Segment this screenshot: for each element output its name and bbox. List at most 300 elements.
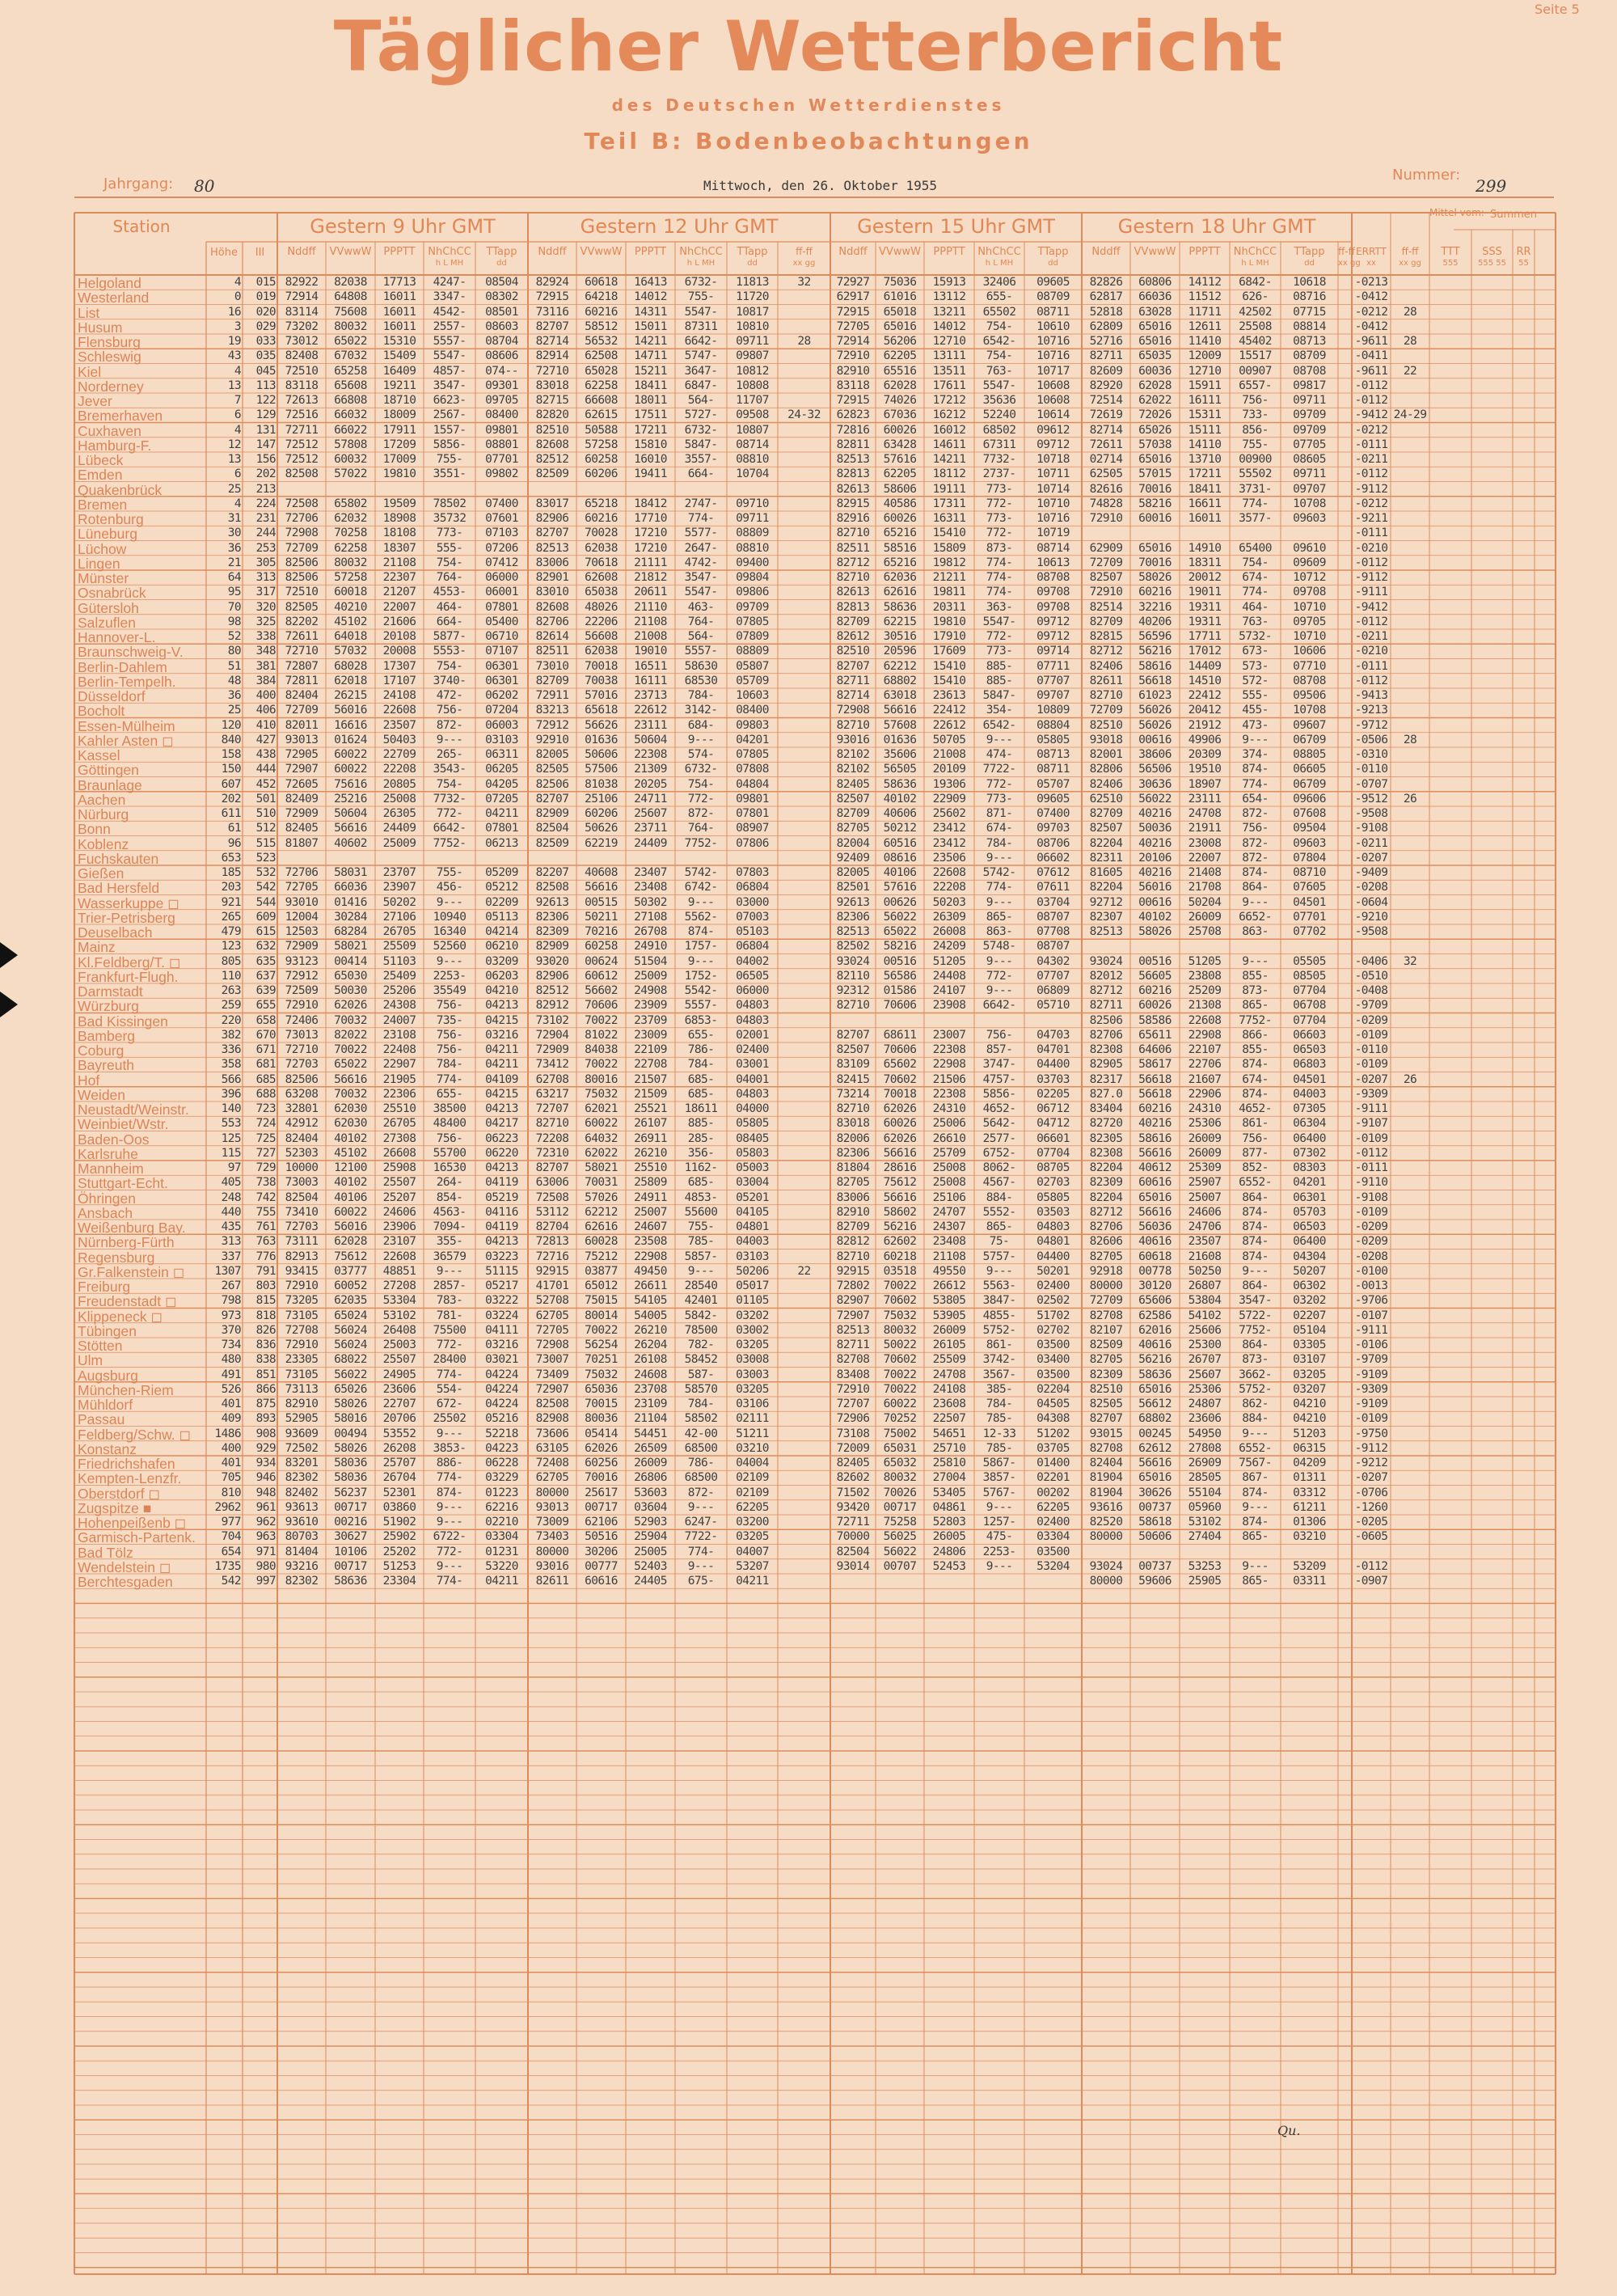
obs-value: 12710: [932, 335, 966, 348]
obs-value: 05710: [1036, 999, 1070, 1013]
station-height: 566: [221, 1072, 241, 1086]
obs-value: 56026: [1138, 704, 1172, 717]
obs-value: 19011: [1188, 586, 1222, 599]
obs-value: 26009: [1188, 910, 1222, 924]
subcol-header: TTapp: [486, 246, 517, 258]
obs-value: 56612: [1138, 1397, 1172, 1410]
obs-value: 22306: [382, 1087, 416, 1101]
obs-value: 7732-: [433, 792, 467, 806]
obs-value: 5642-: [982, 1117, 1016, 1131]
errtt-value: -9109: [1354, 1397, 1388, 1410]
obs-value: 83018: [535, 378, 569, 392]
station-height: 401: [221, 1457, 241, 1469]
obs-value: 08716: [1293, 290, 1326, 304]
obs-value: 20805: [382, 777, 416, 791]
obs-value: 784-: [986, 1397, 1013, 1410]
obs-value: 3647-: [684, 364, 718, 378]
obs-value: 25507: [382, 1176, 416, 1190]
obs-value: 62615: [585, 408, 618, 422]
obs-value: 93018: [1089, 733, 1123, 746]
obs-value: 04712: [1036, 1117, 1070, 1131]
obs-value: 75036: [883, 276, 917, 289]
obs-value: 82406: [1089, 659, 1123, 673]
obs-value: 82905: [1089, 1058, 1123, 1072]
obs-value: 04217: [485, 1117, 518, 1131]
station-height: 553: [221, 1117, 241, 1131]
obs-value: 73007: [535, 1353, 569, 1367]
station-index: 742: [255, 1190, 276, 1204]
obs-value: 80000: [535, 1486, 569, 1499]
obs-value: 21905: [382, 1072, 416, 1086]
obs-value: 45402: [1239, 335, 1272, 348]
obs-value: 08708: [1293, 674, 1326, 687]
obs-value: 3742-: [982, 1353, 1016, 1367]
obs-value: 864-: [1242, 881, 1269, 894]
obs-value: 65802: [334, 497, 367, 510]
station-name: Weißenburg Bay.: [78, 1220, 186, 1236]
obs-value: 827.0: [1089, 1087, 1123, 1101]
station-height: 440: [221, 1205, 241, 1219]
obs-value: 23606: [1188, 1412, 1222, 1426]
obs-value: 82509: [1089, 1338, 1123, 1351]
obs-value: 3662-: [1239, 1368, 1272, 1381]
obs-value: 42912: [285, 1117, 319, 1131]
obs-value: 14409: [1188, 659, 1222, 673]
errtt-value: -0412: [1354, 290, 1388, 304]
obs-value: 24707: [932, 1205, 966, 1219]
obs-value: 82912: [535, 999, 569, 1013]
station-name: Feldberg/Schw. ◻: [78, 1426, 192, 1443]
obs-value: 654-: [1242, 792, 1269, 806]
subcol-header: TTapp: [737, 246, 768, 258]
obs-value: 58216: [883, 940, 917, 953]
station-height: 1486: [214, 1427, 241, 1440]
station-index: 202: [255, 467, 276, 481]
obs-value: 23707: [382, 866, 416, 879]
obs-value: 27404: [1188, 1530, 1222, 1544]
obs-value: 58452: [684, 1353, 718, 1367]
station-index: 512: [255, 822, 276, 835]
obs-value: 93123: [285, 954, 319, 968]
obs-value: 82609: [1089, 364, 1123, 378]
ff-subheader: xx gg: [792, 259, 816, 268]
obs-value: 64218: [585, 290, 618, 304]
station-index: 803: [255, 1279, 276, 1292]
obs-value: 82909: [535, 940, 569, 953]
obs-value: 7567-: [1239, 1457, 1272, 1469]
obs-value: 4742-: [684, 556, 718, 569]
obs-value: 21309: [634, 763, 667, 776]
obs-value: 03107: [1293, 1353, 1326, 1367]
station-height: 526: [221, 1382, 241, 1396]
obs-value: 09603: [1293, 836, 1326, 850]
obs-value: 58026: [334, 1397, 367, 1410]
obs-value: 58021: [334, 940, 367, 953]
station-name: Göttingen: [78, 762, 139, 779]
obs-value: 62216: [485, 1500, 518, 1514]
obs-value: 51702: [1036, 1309, 1070, 1322]
obs-value: 00414: [334, 954, 367, 968]
obs-value: 07805: [736, 615, 769, 628]
obs-value: 23906: [382, 1220, 416, 1233]
obs-value: 655-: [687, 1028, 715, 1042]
station-index: 963: [255, 1530, 276, 1544]
obs-value: 24107: [932, 984, 966, 997]
obs-value: 16012: [932, 423, 966, 437]
obs-value: 82402: [285, 1486, 319, 1499]
station-index: 381: [255, 659, 276, 673]
obs-value: 82305: [1089, 1131, 1123, 1145]
obs-value: 63208: [285, 1087, 319, 1101]
obs-value: 3567-: [982, 1368, 1016, 1381]
obs-value: 49450: [634, 1264, 667, 1278]
obs-value: 63018: [883, 689, 917, 702]
obs-value: 72910: [836, 349, 870, 363]
station-height: 542: [221, 1575, 241, 1588]
obs-value: 73111: [285, 1235, 319, 1249]
obs-value: 675-: [687, 1575, 715, 1588]
obs-value: 13111: [932, 349, 966, 363]
obs-value: 864-: [1242, 1279, 1269, 1292]
obs-value: 81605: [1089, 866, 1123, 879]
obs-value: 755-: [436, 453, 463, 466]
obs-value: 82707: [535, 526, 569, 540]
nummer-value: 299: [1476, 176, 1507, 196]
errtt-value: -9111: [1354, 586, 1388, 599]
obs-value: 19306: [932, 777, 966, 791]
obs-value: 56586: [883, 969, 917, 983]
obs-value: 22308: [634, 748, 667, 761]
obs-value: 56616: [883, 704, 917, 717]
obs-value: 23412: [932, 822, 966, 835]
obs-value: 56036: [1138, 1220, 1172, 1233]
ff-extreme-value: 26: [1403, 1072, 1417, 1086]
obs-value: 05805: [1036, 1190, 1070, 1204]
obs-value: 10708: [1293, 704, 1326, 717]
obs-value: 35606: [883, 748, 917, 761]
obs-value: 82708: [836, 1353, 870, 1367]
obs-value: 6732-: [684, 423, 718, 437]
obs-value: 40606: [883, 807, 917, 820]
obs-value: 82202: [285, 615, 319, 628]
obs-value: 07305: [1293, 1102, 1326, 1115]
obs-value: 26705: [382, 1117, 416, 1131]
obs-value: 2857-: [433, 1279, 467, 1292]
obs-value: 04213: [485, 1161, 518, 1174]
obs-value: 9---: [986, 954, 1013, 968]
obs-value: 62018: [334, 674, 367, 687]
ff-extreme-value: 28: [1403, 733, 1417, 746]
obs-value: 65030: [334, 969, 367, 983]
obs-value: 82207: [535, 866, 569, 879]
station-height: 705: [221, 1471, 241, 1485]
obs-value: 12009: [1188, 349, 1222, 363]
obs-value: 75258: [883, 1516, 917, 1529]
obs-value: 56506: [1138, 763, 1172, 776]
station-index: 980: [255, 1559, 276, 1573]
obs-value: 72802: [836, 1279, 870, 1292]
obs-value: 25206: [382, 984, 416, 997]
obs-value: 774-: [436, 1072, 463, 1086]
obs-value: 82510: [836, 645, 870, 658]
station-height: 25: [227, 704, 241, 717]
obs-value: 56616: [1138, 1205, 1172, 1219]
obs-value: 02109: [736, 1486, 769, 1499]
obs-value: 09400: [736, 556, 769, 569]
station-index: 791: [255, 1264, 276, 1278]
obs-value: 4857-: [433, 364, 467, 378]
group-header-1: Gestern 9 Uhr GMT: [310, 215, 496, 238]
obs-value: 786-: [687, 1043, 715, 1056]
obs-value: 63006: [535, 1176, 569, 1190]
obs-value: 15310: [382, 335, 416, 348]
obs-value: 06803: [1293, 1058, 1326, 1072]
obs-value: 82711: [836, 1338, 870, 1351]
obs-value: 22208: [932, 881, 966, 894]
obs-value: 73410: [285, 1205, 319, 1219]
obs-value: 65038: [585, 586, 618, 599]
station-height: 405: [221, 1176, 241, 1190]
obs-value: 25005: [634, 1545, 667, 1558]
obs-value: 14711: [634, 349, 667, 363]
obs-value: 82038: [334, 276, 367, 289]
station-name: Nürnberg-Fürth: [78, 1234, 175, 1251]
obs-value: 72510: [285, 586, 319, 599]
obs-value: 00707: [883, 1559, 917, 1573]
obs-value: 872-: [1242, 836, 1269, 850]
obs-value: 865-: [1242, 999, 1269, 1013]
obs-value: 09708: [1036, 586, 1070, 599]
obs-value: 65602: [883, 1058, 917, 1072]
obs-value: 28616: [883, 1161, 917, 1174]
station-index: 670: [255, 1028, 276, 1042]
subcol-unit: dd: [1304, 259, 1315, 268]
obs-value: 772-: [687, 792, 715, 806]
errtt-value: -0109: [1354, 1058, 1388, 1072]
obs-value: 18710: [382, 394, 416, 407]
obs-value: 555-: [436, 541, 463, 555]
obs-value: 674-: [986, 822, 1013, 835]
obs-value: 16611: [1188, 497, 1222, 510]
obs-value: 50202: [382, 895, 416, 909]
obs-value: 18907: [1188, 777, 1222, 791]
obs-value: 20012: [1188, 571, 1222, 584]
obs-value: 62028: [883, 378, 917, 392]
obs-value: 62809: [1089, 319, 1123, 333]
station-index: 019: [255, 290, 276, 304]
obs-value: 72611: [285, 630, 319, 643]
obs-value: 09711: [1293, 467, 1326, 481]
obs-value: 07804: [1293, 851, 1326, 865]
obs-value: 65016: [883, 319, 917, 333]
obs-value: 70016: [585, 1471, 618, 1485]
obs-value: 5557-: [684, 645, 718, 658]
obs-value: 82815: [1089, 630, 1123, 643]
obs-value: 66036: [1138, 290, 1172, 304]
obs-value: 65028: [585, 364, 618, 378]
obs-value: 83010: [535, 586, 569, 599]
obs-value: 473-: [1242, 718, 1269, 732]
obs-value: 06203: [485, 969, 518, 983]
obs-value: 93610: [285, 1516, 319, 1529]
station-name: Karlsruhe: [78, 1145, 138, 1162]
obs-value: 63105: [535, 1441, 569, 1455]
group-header-2: Gestern 12 Uhr GMT: [580, 215, 779, 238]
obs-value: 73009: [535, 1516, 569, 1529]
station-index: 934: [255, 1457, 276, 1469]
obs-value: 784-: [687, 1058, 715, 1072]
obs-value: 03210: [736, 1441, 769, 1455]
obs-value: 08804: [1036, 718, 1070, 732]
station-index: 029: [255, 319, 276, 333]
margin-arrow-icon: [0, 992, 18, 1017]
subcol-unit: dd: [1048, 259, 1058, 268]
obs-value: 58216: [1138, 497, 1172, 510]
obs-value: 25306: [1188, 1382, 1222, 1396]
subcol-header: NhChCC: [679, 246, 723, 258]
obs-value: 5547-: [684, 586, 718, 599]
obs-value: 83017: [535, 497, 569, 510]
obs-value: 60216: [585, 305, 618, 319]
obs-value: 14611: [932, 438, 966, 451]
obs-value: 25009: [382, 836, 416, 850]
obs-value: 60016: [1138, 512, 1172, 525]
obs-value: 755-: [687, 290, 715, 304]
obs-value: 60516: [883, 836, 917, 850]
obs-value: 82405: [285, 822, 319, 835]
obs-value: 15911: [1188, 378, 1222, 392]
obs-value: 48400: [433, 1117, 467, 1131]
station-index: 763: [255, 1235, 276, 1249]
obs-value: 72009: [836, 1441, 870, 1455]
obs-value: 62602: [883, 1235, 917, 1249]
obs-value: 6752-: [982, 1146, 1016, 1160]
subcol-unit: h L MH: [1241, 259, 1269, 268]
obs-value: 30120: [1138, 1279, 1172, 1292]
subcol-header: Nddff: [287, 246, 316, 258]
obs-value: 82308: [1089, 1146, 1123, 1160]
obs-value: 65218: [585, 497, 618, 510]
obs-value: 26807: [1188, 1279, 1222, 1292]
obs-value: 27208: [382, 1279, 416, 1292]
station-index: 544: [255, 895, 276, 909]
obs-value: 63217: [535, 1087, 569, 1101]
errtt-value: -0111: [1354, 659, 1388, 673]
obs-value: 04205: [485, 777, 518, 791]
obs-value: 06602: [1036, 851, 1070, 865]
obs-value: 93015: [1089, 1427, 1123, 1440]
obs-value: 25607: [1188, 1368, 1222, 1381]
obs-value: 1257-: [982, 1516, 1016, 1529]
obs-value: 06804: [736, 881, 769, 894]
station-index: 729: [255, 1161, 276, 1174]
obs-value: 587-: [687, 1368, 715, 1381]
obs-value: 60036: [1138, 364, 1172, 378]
obs-value: 48851: [382, 1264, 416, 1278]
station-index: 244: [255, 526, 276, 540]
obs-value: 49906: [1188, 733, 1222, 746]
obs-value: 26610: [932, 1131, 966, 1145]
obs-value: 81022: [585, 1028, 618, 1042]
obs-value: 09709: [1293, 408, 1326, 422]
obs-value: 00717: [883, 1500, 917, 1514]
obs-value: 50250: [1188, 1264, 1222, 1278]
obs-value: 62022: [585, 1146, 618, 1160]
errtt-value: -0112: [1354, 674, 1388, 687]
station-name: Braunschweig-V.: [78, 644, 184, 661]
obs-value: 874-: [1242, 866, 1269, 879]
obs-value: 60052: [334, 1279, 367, 1292]
subcol-header: Nddff: [538, 246, 567, 258]
obs-value: 56616: [883, 1146, 917, 1160]
obs-value: 22708: [634, 1058, 667, 1072]
obs-value: 774-: [1242, 497, 1269, 510]
obs-value: 865-: [986, 910, 1013, 924]
obs-value: 9---: [1242, 954, 1269, 968]
obs-value: 773-: [986, 792, 1013, 806]
obs-value: 21912: [1188, 718, 1222, 732]
subcol-header: PPPTT: [383, 246, 416, 258]
errtt-value: -0207: [1354, 1471, 1388, 1485]
obs-value: 7752-: [684, 836, 718, 850]
obs-value: 62022: [1138, 394, 1172, 407]
obs-value: 68802: [883, 674, 917, 687]
station-index: 875: [255, 1397, 276, 1410]
obs-value: 82001: [1089, 748, 1123, 761]
ff-extreme-value: 26: [1403, 792, 1417, 806]
obs-value: 40216: [1138, 1117, 1172, 1131]
obs-value: 73003: [285, 1176, 319, 1190]
obs-value: 51902: [382, 1516, 416, 1529]
obs-value: 10613: [1036, 556, 1070, 569]
obs-value: 82910: [836, 364, 870, 378]
obs-value: 01311: [1293, 1471, 1326, 1485]
obs-value: 872-: [687, 1486, 715, 1499]
obs-value: 50201: [1036, 1264, 1070, 1278]
obs-value: 30626: [1138, 1486, 1172, 1499]
errtt-value: -9508: [1354, 807, 1388, 820]
obs-value: 06311: [485, 748, 518, 761]
obs-value: 56618: [1138, 1072, 1172, 1086]
obs-value: 62917: [836, 290, 870, 304]
obs-value: 3847-: [982, 1294, 1016, 1308]
obs-value: 93024: [1089, 1559, 1123, 1573]
obs-value: 26005: [932, 1530, 966, 1544]
station-height: 36: [227, 689, 241, 702]
obs-value: 82706: [535, 615, 569, 628]
obs-value: 861-: [1242, 1117, 1269, 1131]
obs-value: 07103: [485, 526, 518, 540]
obs-value: 82405: [836, 1457, 870, 1469]
obs-value: 72512: [285, 438, 319, 451]
obs-value: 772-: [986, 969, 1013, 983]
station-height: 25: [227, 482, 241, 496]
obs-value: 65022: [334, 335, 367, 348]
obs-value: 04501: [1293, 895, 1326, 909]
station-height: 2962: [214, 1500, 241, 1514]
obs-value: 41701: [535, 1279, 569, 1292]
obs-value: 81404: [285, 1545, 319, 1558]
obs-value: 04001: [736, 1072, 769, 1086]
station-name: Öhringen: [78, 1190, 136, 1207]
obs-value: 464-: [436, 600, 463, 614]
obs-value: 25300: [1188, 1338, 1222, 1351]
obs-value: 14510: [1188, 674, 1222, 687]
obs-value: 14211: [634, 335, 667, 348]
obs-value: 82706: [1089, 1028, 1123, 1042]
obs-value: 82405: [836, 777, 870, 791]
obs-value: 82204: [1089, 836, 1123, 850]
